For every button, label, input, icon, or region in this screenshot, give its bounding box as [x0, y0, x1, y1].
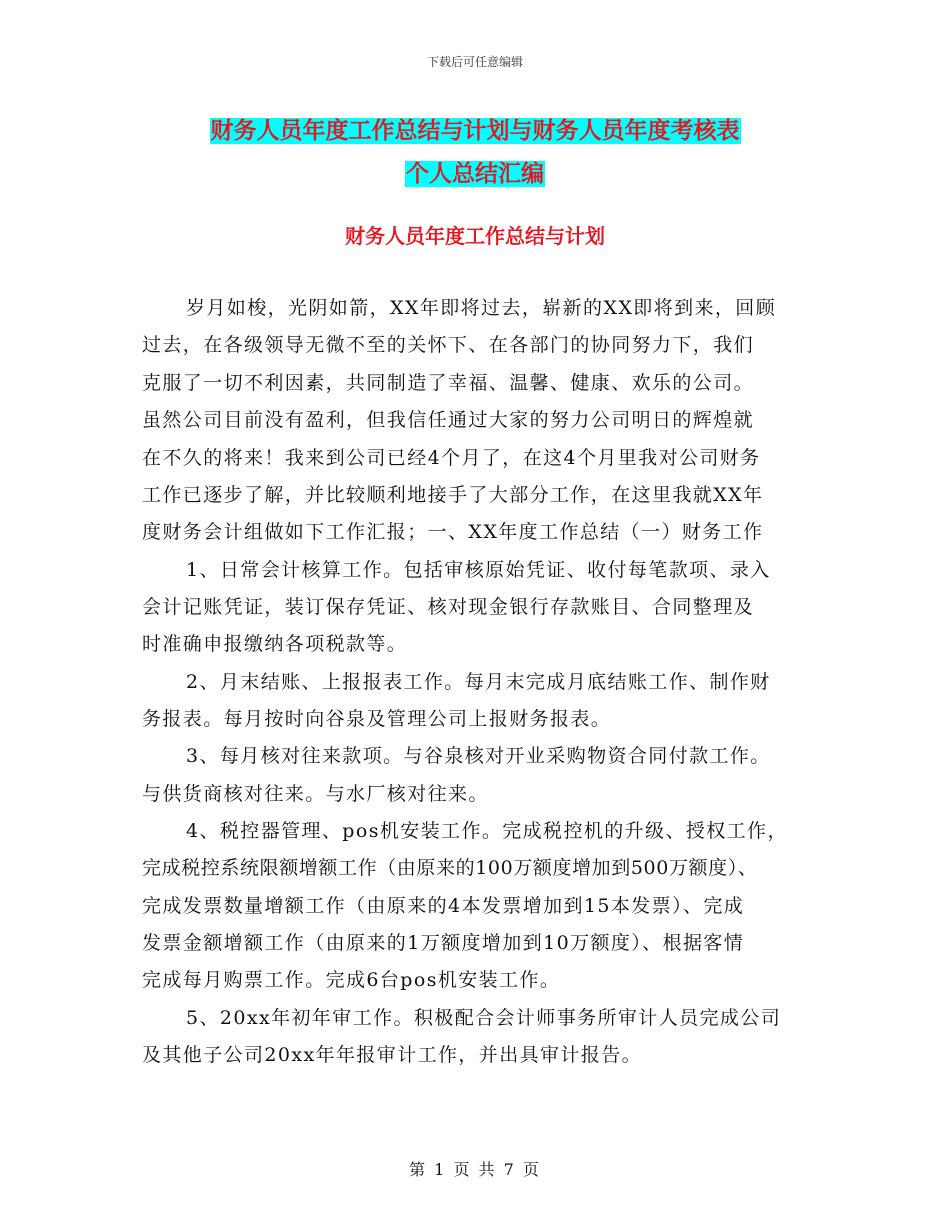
- body-line: 会计记账凭证，装订保存凭证、核对现金银行存款账目、合同整理及: [142, 596, 755, 618]
- page-number-footer: 第 1 页 共 7 页: [409, 1160, 541, 1179]
- body-line: 岁月如梭，光阴如箭，XX年即将过去，崭新的XX即将到来，回顾: [186, 297, 777, 319]
- body-line: 1、日常会计核算工作。包括审核原始凭证、收付每笔款项、录入: [186, 559, 771, 581]
- body-line: 过去，在各级领导无微不至的关怀下、在各部门的协同努力下，我们: [142, 334, 755, 356]
- document-title-line-2-text: 个人总结汇编: [406, 161, 544, 187]
- body-line: 完成发票数量增额工作（由原来的4本发票增加到15本发票）、完成: [142, 895, 745, 917]
- body-line: 完成税控系统限额增额工作（由原来的100万额度增加到500万额度）、: [142, 857, 758, 879]
- body-line: 发票金额增额工作（由原来的1万额度增加到10万额度）、根据客情: [142, 932, 745, 954]
- body-line: 工作已逐步了解，并比较顺利地接手了大部分工作，在这里我就XX年: [142, 484, 764, 506]
- document-title-line-2: [0, 156, 950, 192]
- body-line: 时准确申报缴纳各项税款等。: [142, 633, 408, 655]
- body-line: 与供货商核对往来。与水厂核对往来。: [142, 783, 489, 805]
- body-line: 度财务会计组做如下工作汇报；一、XX年度工作总结（一）财务工作: [142, 521, 764, 543]
- section-title: 财务人员年度工作总结与计划: [345, 224, 605, 248]
- body-line: 完成每月购票工作。完成6台pos机安装工作。: [142, 969, 561, 991]
- body-line: 克服了一切不利因素，共同制造了幸福、温馨、健康、欢乐的公司。: [142, 372, 755, 394]
- document-title-line-1-text: 财务人员年度工作总结与计划与财务人员年度考核表: [210, 118, 740, 144]
- body-line: 4、税控器管理、pos机安装工作。完成税控机的升级、授权工作，: [186, 820, 788, 842]
- body-line: 2、月末结账、上报报表工作。每月末完成月底结账工作、制作财: [186, 671, 771, 693]
- body-line: 虽然公司目前没有盈利，但我信任通过大家的努力公司明日的辉煌就: [142, 409, 755, 431]
- page-header-note: 下载后可任意编辑: [426, 55, 523, 69]
- body-line: 5、20xx年初年审工作。积极配合会计师事务所审计人员完成公司: [186, 1007, 782, 1029]
- document-title-line-1: [0, 113, 950, 149]
- body-line: 务报表。每月按时向谷泉及管理公司上报财务报表。: [142, 708, 612, 730]
- body-line: 3、每月核对往来款项。与谷泉核对开业采购物资合同付款工作。: [186, 745, 771, 767]
- body-line: 在不久的将来！我来到公司已经4个月了，在这4个月里我对公司财务: [142, 447, 761, 469]
- body-line: 及其他子公司20xx年年报审计工作，并出具审计报告。: [142, 1044, 643, 1066]
